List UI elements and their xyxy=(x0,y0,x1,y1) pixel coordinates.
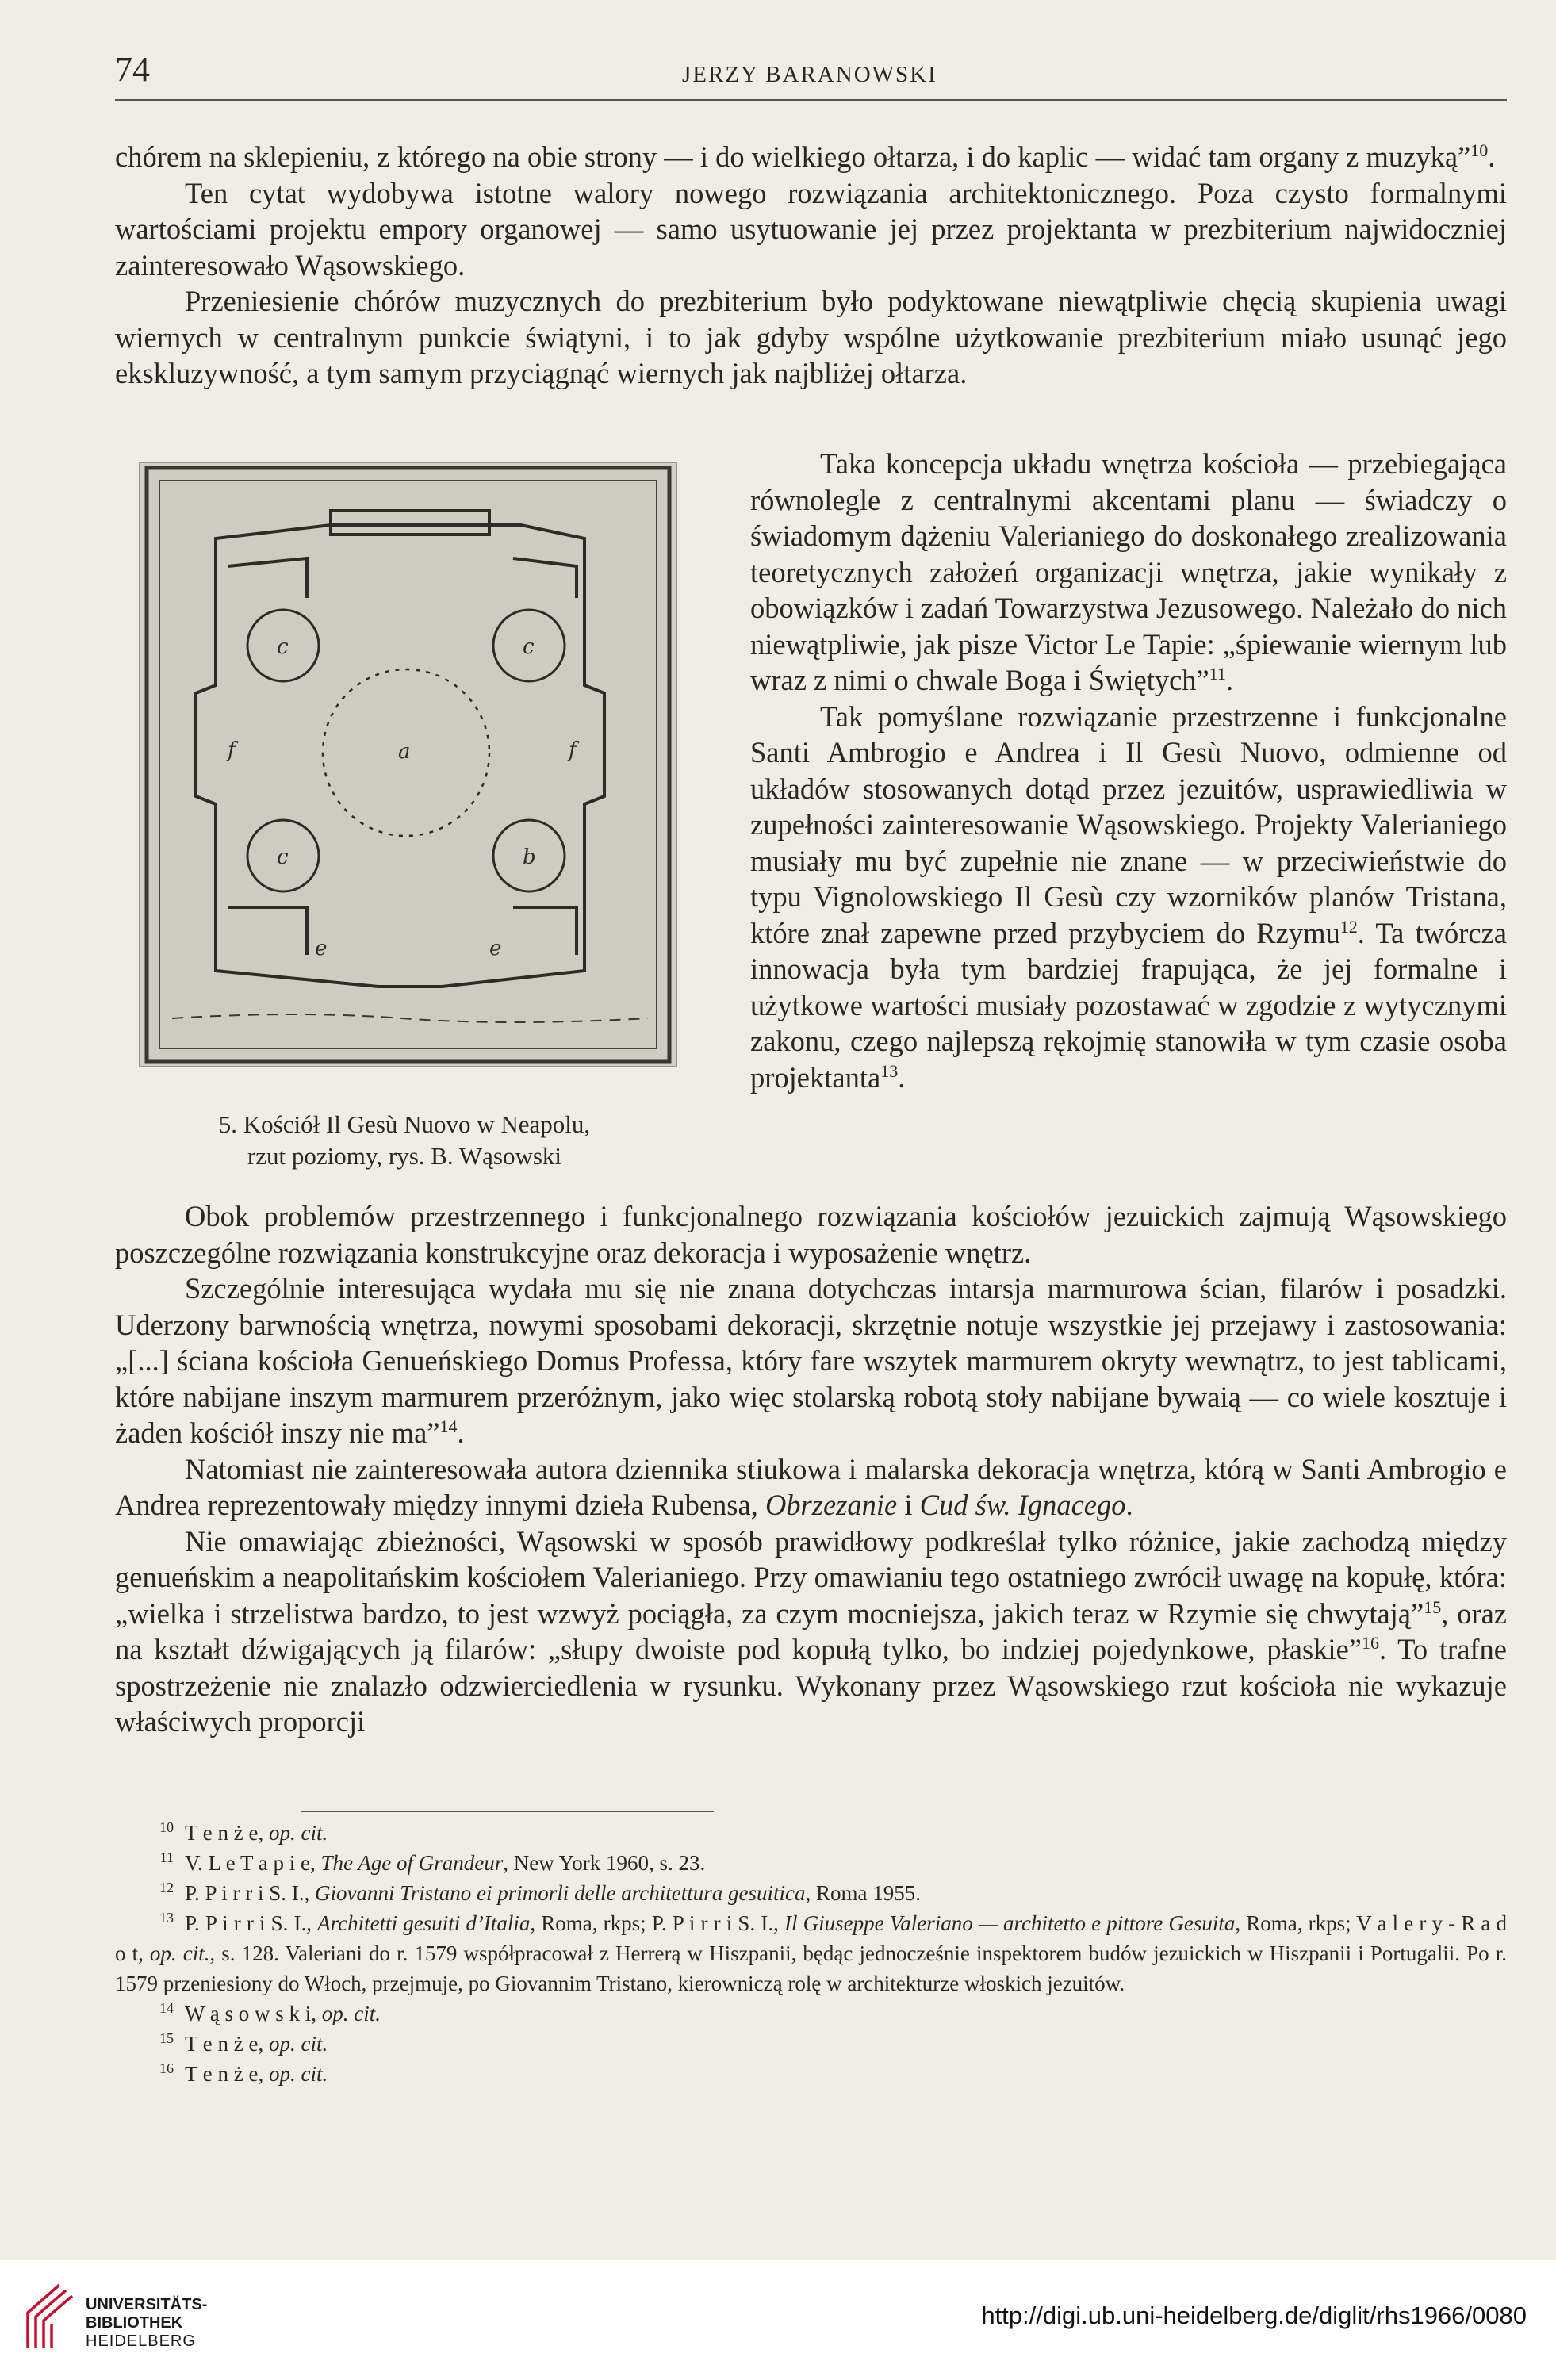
footnote-number: 10 xyxy=(159,1819,174,1835)
footnote-number: 14 xyxy=(159,2000,174,2016)
header-rule xyxy=(115,99,1507,101)
footnote xyxy=(115,1999,1507,2029)
svg-text:a: a xyxy=(398,740,411,764)
footnote xyxy=(115,1848,1507,1878)
footnote-text: T e n ż e, op. cit. xyxy=(185,2062,328,2086)
svg-text:c: c xyxy=(277,635,289,659)
floor-plan-drawing xyxy=(140,463,676,1066)
paragraph: Tak pomyślane rozwiązanie przestrzenne i funkcjonalne Santi Ambrogio e Andrea i Il Gesù Nuovo, odmienne od układów stosowanych dotąd przez jezuitów, usprawiedliwia w zupełności zainteresowanie Wąsowskiego. Projekty Valerianiego musiały mu być zupełnie nie znane — w przeciwieństwie do typu Vignolowskiego Il Gesù czy wzorników planów Tristana, które znał zapewne przed przybyciem do Rzymu$^{12}$. Ta twórcza innowacja była tym bardziej frapująca, że jej formalne i użytkowe wartości musiały pozostawać w zgodzie z wytycznymi zakonu, czego najlepszą rękojmię stanowiła w tym czasie osoba projektanta$^{13}$. xyxy=(750,699,1508,1094)
paragraph: Szczególnie interesująca wydała mu się nie znana dotychczas intarsja marmurowa ścian, filarów i posadzki. Uderzony barwnością wnętrza, nowymi sposobami dekoracji, skrzętnie notuje wszystkie jej przejawy i zastosowania: „[...] ściana kościoła Genueńskiego Domus Professa, który fare wszytek marmurem okryty wewnątrz, to jest tablicami, które nabijane inszym marmurem przeróżnym, jako więc stolarską robotą stoły nabijane bywaią — co wiele kosztuje i żaden kościół inszy nie ma”$^{14}$. xyxy=(115,1272,1507,1449)
svg-text:f: f xyxy=(228,738,236,762)
paragraph: Ten cytat wydobywa istotne walory nowego rozwiązania architektonicznego. Poza czysto formalnymi wartościami projektu empory organowej — samo usytuowanie jej przez projektanta w prezbiterium najwidoczniej zainteresowało Wąsowskiego. xyxy=(115,176,1507,282)
paragraph: Taka koncepcja układu wnętrza kościoła — przebiegająca równolegle z centralnymi akcentami planu — świadczy o świadomym dążeniu Valerianiego do doskonałego zrealizowania teoretycznych założeń organizacji wnętrza, jakie wynikały z obowiązków i zadań Towarzystwa Jezusowego. Należało do nich niewątpliwie, jak pisze Victor Le Tapie: „śpiewanie wiernym lub wraz z nimi o chwale Boga i Świętych”$^{11}$. xyxy=(750,447,1507,696)
footnote-text: P. P i r r i S. I., Architetti gesuiti d’Italia, Roma, rkps; P. P i r r i S. I., Il Giuseppe Valeriano — architetto e pittore Gesuita, Roma, rkps; V a l e r y - R a d o t, op. cit., s. 128. Valeriani do r. 1579 współpracował z Herrerą w Hiszpanii, będąc jednocześnie inspektorem budów jezuickich w Hiszpanii i Portugalii. Po r. 1579 przeniesiony do Włoch, przejmuje, po Giovannim Tristano, kierowniczą rolę w architekturze włoskich jezuitów. xyxy=(115,1911,1508,1995)
footnote-text: P. P i r r i S. I., Giovanni Tristano ei primorli delle architettura gesuitica, Roma 1955. xyxy=(185,1881,921,1905)
svg-text:e: e xyxy=(315,937,328,960)
library-logo-icon xyxy=(20,2281,75,2352)
footnote-number: 12 xyxy=(159,1880,174,1895)
footnote-text: V. L e T a p i e, The Age of Grandeur, New York 1960, s. 23. xyxy=(185,1851,706,1875)
library-name xyxy=(86,2296,207,2351)
paragraph: Przeniesienie chórów muzycznych do prezbiterium było podyktowane niewątpliwie chęcią skupienia uwagi wiernych w centralnym punkcie świątyni, i to jak gdyby wspólne użytkowanie prezbiterium miało usunąć jego ekskluzywność, a tym samym przyciągnąć wiernych jak najbliżej ołtarza. xyxy=(115,285,1507,389)
footnote-number: 16 xyxy=(159,2060,174,2076)
svg-text:c: c xyxy=(277,845,289,869)
footnote-number: 13 xyxy=(159,1910,174,1926)
footnote-number: 11 xyxy=(159,1849,174,1865)
figure-caption xyxy=(119,1109,690,1172)
page-number: 74 xyxy=(115,50,150,89)
footnote xyxy=(115,2059,1507,2089)
library-line-2: BIBLIOTHEK xyxy=(86,2314,183,2332)
body-text-bottom xyxy=(115,1198,1507,1740)
footnotes xyxy=(115,1818,1507,2089)
footnote-rule xyxy=(301,1811,714,1812)
floor-plan-figure xyxy=(139,462,677,1067)
paragraph: Nie omawiając zbieżności, Wąsowski w sposób prawidłowy podkreślał tylko różnice, jakie zachodzą między genueńskim a neapolitańskim kościołem Valerianiego. Przy omawianiu tego ostatniego zwrócił uwagę na kopułę, która: „wielka i strzelistwa bardzo, to jest wzwyż pociągła, za czym mocniejsza, jakich teraz w Rzymie się chwytają”$^{15}$, oraz na kształt dźwigających ją filarów: „słupy dwoiste pod kopułą tylko, bo indziej pojedynkowe, płaskie”$^{16}$. To trafne spostrzeżenie nie znalazło odzwierciedlenia w rysunku. Wykonany przez Wąsowskiego rzut kościoła nie wykazuje właściwych proporcji xyxy=(115,1524,1508,1738)
footnote-text: T e n ż e, op. cit. xyxy=(185,2032,328,2056)
footnote xyxy=(115,1878,1507,1908)
running-title: JERZY BARANOWSKI xyxy=(682,62,937,87)
footnote xyxy=(115,2029,1507,2059)
footnote xyxy=(115,1908,1507,1999)
svg-text:e: e xyxy=(489,937,502,960)
footnote-text: W ą s o w s k i, op. cit. xyxy=(185,2002,381,2025)
source-url-link[interactable]: http://digi.ub.uni-heidelberg.de/diglit/rhs1966/0080 xyxy=(981,2301,1527,2329)
library-line-1: UNIVERSITÄTS- xyxy=(86,2296,208,2313)
svg-text:c: c xyxy=(523,635,535,659)
paragraph: chórem na sklepieniu, z którego na obie strony — i do wielkiego ołtarza, i do kaplic — widać tam organy z muzyką”$^{10}$. xyxy=(115,140,1496,173)
svg-text:b: b xyxy=(523,845,536,869)
footnote-text: T e n ż e, op. cit. xyxy=(185,1821,328,1845)
svg-text:f: f xyxy=(569,738,577,762)
paragraph: Natomiast nie zainteresowała autora dziennika stiukowa i malarska dekoracja wnętrza, którą w Santi Ambrogio e Andrea reprezentowały między innymi dzieła Rubensa, Obrzezanie i Cud św. Ignacego. xyxy=(115,1452,1507,1521)
footnote xyxy=(115,1818,1507,1848)
body-text-side xyxy=(750,446,1507,1095)
library-line-3: HEIDELBERG xyxy=(86,2332,196,2350)
body-text-top xyxy=(115,139,1507,392)
caption-line-2: rzut poziomy, rys. B. Wąsowski xyxy=(247,1142,562,1170)
footnote-number: 15 xyxy=(159,2030,174,2046)
paragraph: Obok problemów przestrzennego i funkcjonalnego rozwiązania kościołów jezuickich zajmują Wąsowskiego poszczególne rozwiązania konstrukcyjne oraz dekoracja i wyposażenie wnętrz. xyxy=(115,1200,1507,1269)
caption-line-1: 5. Kościół Il Gesù Nuovo w Neapolu, xyxy=(218,1110,591,1138)
